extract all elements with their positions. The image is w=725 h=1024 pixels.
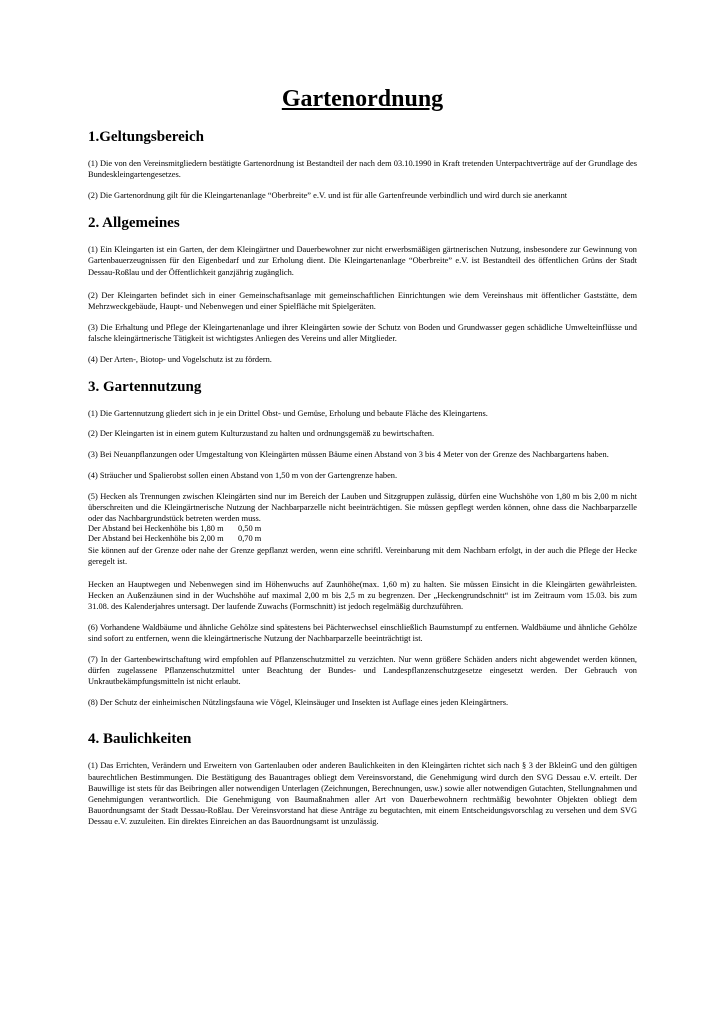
paragraph: (4) Der Arten-, Biotop- und Vogelschutz ist zu fördern. (88, 354, 272, 364)
distance-value: 0,50 m (238, 524, 262, 534)
section-heading: 1.Geltungsbereich (88, 129, 204, 145)
paragraph: (1) Die Gartennutzung gliedert sich in je ein Drittel Obst- und Gemüse, Erholung und bebaute Fläche des Kleingartens. (88, 408, 488, 418)
section-gartennutzung (88, 378, 637, 709)
paragraph: (3) Die Erhaltung und Pflege der Kleingartenanlage und ihrer Kleingärten sowie der Schutz von Boden und Grundwasser gegen schädliche Umwelteinflüsse und falsche kleingärtnerische Tätigkeit ist wichtigstes Anliegen des Vereins und aller Mitglieder. (88, 322, 637, 343)
section-heading: 4. Baulichkeiten (88, 731, 192, 748)
paragraph: Hecken an Hauptwegen und Nebenwegen sind im Höhenwuchs auf Zaunhöhe(max. 1,60 m) zu halten. Sie müssen Einsicht in die Kleingärten gewährleisten. Hecken an Außenzäunen sind in der Wuchshöhe auf maximal 2,00 m bis 2,5 m zu begrenzen. Der „Heckengrundschnitt“ ist im Zeitraum vom 15.03. bis zum 31.08. des Kalenderjahres untersagt. Der laufende Zuwachs (Formschnitt) ist jedoch regelmäßig durchzuführen. (88, 579, 637, 612)
document-page (88, 84, 637, 837)
paragraph: (1) Die von den Vereinsmitgliedern bestätigte Gartenordnung ist Bestandteil der nach dem 03.10.1990 in Kraft tretenden Unterpachtverträge auf der Grundlage des Bundeskleingartengesetzes. (88, 159, 637, 180)
distance-label: Der Abstand bei Heckenhöhe bis 1,80 m (88, 524, 224, 534)
paragraph: (1) Das Errichten, Verändern und Erweitern von Gartenlauben oder anderen Baulichkeiten in den Kleingärten richtet sich nach § 3 der BkleinG und den gültigen baurechtlichen Bestimmungen. Die Bestätigung des Bauantrages obliegt dem Vereinsvorstand, die Genehmigung wird durch den SVG Dessau e.V. erteilt. Der Bauwillige ist stets für das Beibringen aller notwendigen Unterlagen (Zeichnungen, Berechnungen, usw.) sowie aller notwendigen Gutachten, Stellungnahmen und Genehmigungen verantwortlich. Die Genehmigung von Baumaßnahmen aller Art von Dauerbewohnern rechtmäßig bewohnter Objekten obliegt dem Bauordnungsamt der Stadt Dessau-Roßlau. Der Vereinsvorstand hat diese Anträge zu begutachten, mit einem Entscheidungsvorschlag zu versehen und dem SVG Dessau e.V. zuzuleiten. Ein direktes Einreichen an das Bauordnungsamt ist unzulässig. (88, 761, 637, 827)
distance-label: Der Abstand bei Heckenhöhe bis 2,00 m (88, 534, 224, 544)
paragraph: (4) Sträucher und Spalierobst sollen einen Abstand von 1,50 m von der Gartengrenze haben. (88, 470, 398, 480)
paragraph: (2) Der Kleingarten ist in einem gutem Kulturzustand zu halten und ordnungsgemäß zu bewirtschaften. (88, 429, 435, 439)
paragraph: (3) Bei Neuanpflanzungen oder Umgestaltung von Kleingärten müssen Bäume einen Abstand von 3 bis 4 Meter von der Grenze des Nachbargartens haben. (88, 450, 609, 460)
distance-row (88, 524, 637, 534)
distance-value: 0,70 m (238, 534, 262, 544)
paragraph: (1) Ein Kleingarten ist ein Garten, der dem Kleingärtner und Dauerbewohner zur nicht erwerbsmäßigen gärtnerischen Nutzung, insbesondere zur Gewinnung von Gartenbauerzeugnissen für den Eigenbedarf und zur Erholung dient. Die Kleingartenanlage “Oberbreite” e.V. ist Bestandteil des öffentlichen Grüns der Stadt Dessau-Roßlau und der Öffentlichkeit ganzjährig zugänglich. (88, 245, 637, 277)
paragraph: (7) In der Gartenbewirtschaftung wird empfohlen auf Pflanzenschutzmittel zu verzichten. Nur wenn größere Schäden anders nicht abgewendet werden können, dürfen zugelassene Pflanzenschutzmittel unter Beachtung der Bundes- und Landespflanzenschutzgesetze eingesetzt werden. Der Gebrauch von Unkrautbekämpfungsmitteln ist nicht erlaubt. (88, 654, 637, 687)
paragraph: (2) Der Kleingarten befindet sich in einer Gemeinschaftsanlage mit gemeinschaftlichen Einrichtungen wie dem Vereinshaus mit öffentlicher Gaststätte, dem Mehrzweckgebäude, Haupt- und Nebenwegen und einer Spielfläche mit Spielgeräten. (88, 290, 637, 311)
distance-row (88, 534, 637, 544)
paragraph: (5) Hecken als Trennungen zwischen Kleingärten sind nur im Bereich der Lauben und Sitzgruppen zulässig, dürfen eine Wuchshöhe von 1,80 m bis 2,00 m nicht überschreiten und die Kleingärtnerische Nutzung der Nachbarparzelle nicht beeinträchtigen. Sie müssen gepflegt werden können, ohne dass die Nachbarparzelle oder das Nachbargrundstück betreten werden muss. (88, 491, 637, 523)
section-geltungsbereich (88, 128, 637, 201)
section-heading: 2. Allgemeines (88, 215, 180, 232)
section-allgemeines (88, 214, 637, 365)
paragraph: (6) Vorhandene Waldbäume und ähnliche Gehölze sind spätestens bei Pächterwechsel einschließlich Baumstumpf zu entfernen. Waldbäume und ähnliche Gehölze sind sofort zu entfernen, wenn die kleingärtnerische Nutzung der Nachbarparzelle beeinträchtigt ist. (88, 623, 637, 644)
paragraph: (2) Die Gartenordnung gilt für die Kleingartenanlage “Oberbreite” e.V. und ist für alle Gartenfreunde verbindlich und wird durch sie anerkannt (88, 190, 568, 200)
paragraph: (8) Der Schutz der einheimischen Nützlingsfauna wie Vögel, Kleinsäuger und Insekten ist Auflage eines jeden Kleingärtners. (88, 698, 509, 708)
paragraph: Sie können auf der Grenze oder nahe der Grenze gepflanzt werden, wenn eine schriftl. Vereinbarung mit dem Nachbarn erfolgt, in der auch die Pflege der Hecke geregelt ist. (88, 545, 637, 566)
section-baulichkeiten (88, 730, 637, 827)
page-title: Gartenordnung (281, 86, 444, 112)
section-heading: 3. Gartennutzung (88, 378, 202, 395)
